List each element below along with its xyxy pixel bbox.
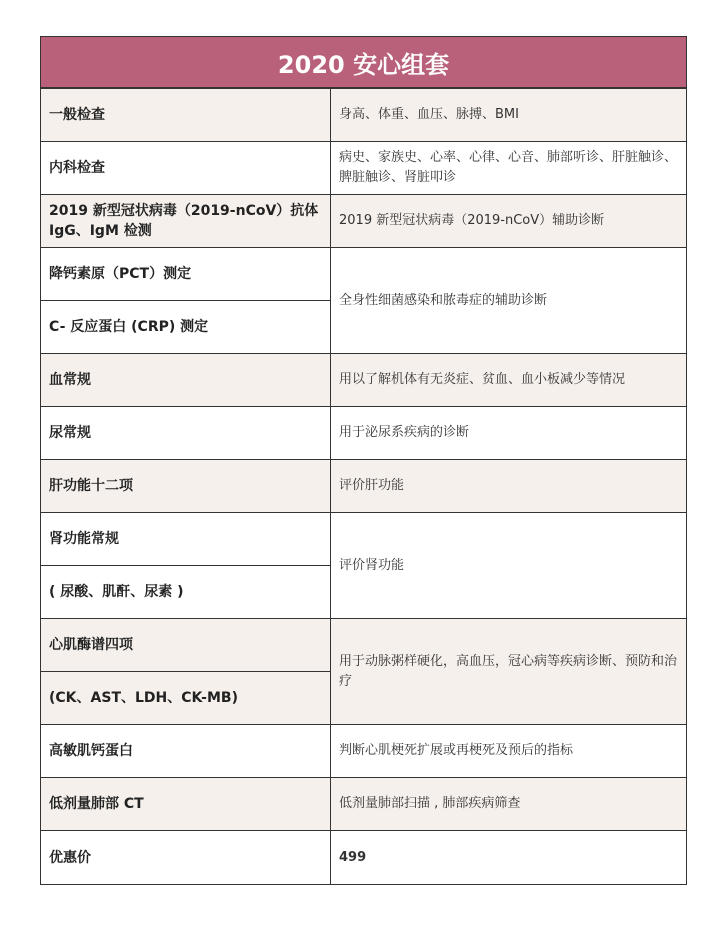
item-description: 判断心肌梗死扩展或再梗死及预后的指标: [331, 725, 687, 778]
item-description: 评价肝功能: [331, 460, 687, 513]
price-value: 499: [331, 831, 687, 885]
item-name: C- 反应蛋白 (CRP) 测定: [41, 301, 331, 354]
item-description: 2019 新型冠状病毒（2019-nCoV）辅助诊断: [331, 195, 687, 248]
item-name: 肝功能十二项: [41, 460, 331, 513]
price-label: 优惠价: [41, 831, 331, 885]
table-row: [41, 195, 687, 248]
item-description: 病史、家族史、心率、心律、心音、肺部听诊、肝脏触诊、脾脏触诊、肾脏叩诊: [331, 142, 687, 195]
item-name: 一般检查: [41, 89, 331, 142]
item-name: 降钙素原（PCT）测定: [41, 248, 331, 301]
package-title: 2020 安心组套: [40, 36, 687, 88]
item-description: 身高、体重、血压、脉搏、BMI: [331, 89, 687, 142]
item-description: 评价肾功能: [331, 513, 687, 619]
item-description: 低剂量肺部扫描 , 肺部疾病筛查: [331, 778, 687, 831]
item-name: 高敏肌钙蛋白: [41, 725, 331, 778]
item-name: 心肌酶谱四项: [41, 619, 331, 672]
table-row: [41, 142, 687, 195]
table-row: [41, 725, 687, 778]
table-row: [41, 89, 687, 142]
table-row: [41, 407, 687, 460]
item-name: (CK、AST、LDH、CK-MB): [41, 672, 331, 725]
package-table: [40, 88, 687, 885]
item-name: 内科检查: [41, 142, 331, 195]
item-description: 用以了解机体有无炎症、贫血、血小板减少等情况: [331, 354, 687, 407]
item-description: 用于泌尿系疾病的诊断: [331, 407, 687, 460]
table-row: [41, 778, 687, 831]
price-row: [41, 831, 687, 885]
item-name: 低剂量肺部 CT: [41, 778, 331, 831]
package-sheet: [40, 36, 687, 885]
table-row: [41, 354, 687, 407]
item-name: 血常规: [41, 354, 331, 407]
table-row: [41, 513, 687, 566]
item-name: ( 尿酸、肌酐、尿素 ): [41, 566, 331, 619]
item-name: 2019 新型冠状病毒（2019-nCoV）抗体 IgG、IgM 检测: [41, 195, 331, 248]
item-name: 尿常规: [41, 407, 331, 460]
item-description: 用于动脉粥样硬化，高血压，冠心病等疾病诊断、预防和治疗: [331, 619, 687, 725]
item-description: 全身性细菌感染和脓毒症的辅助诊断: [331, 248, 687, 354]
item-name: 肾功能常规: [41, 513, 331, 566]
table-row: [41, 619, 687, 672]
table-row: [41, 460, 687, 513]
table-row: [41, 248, 687, 301]
